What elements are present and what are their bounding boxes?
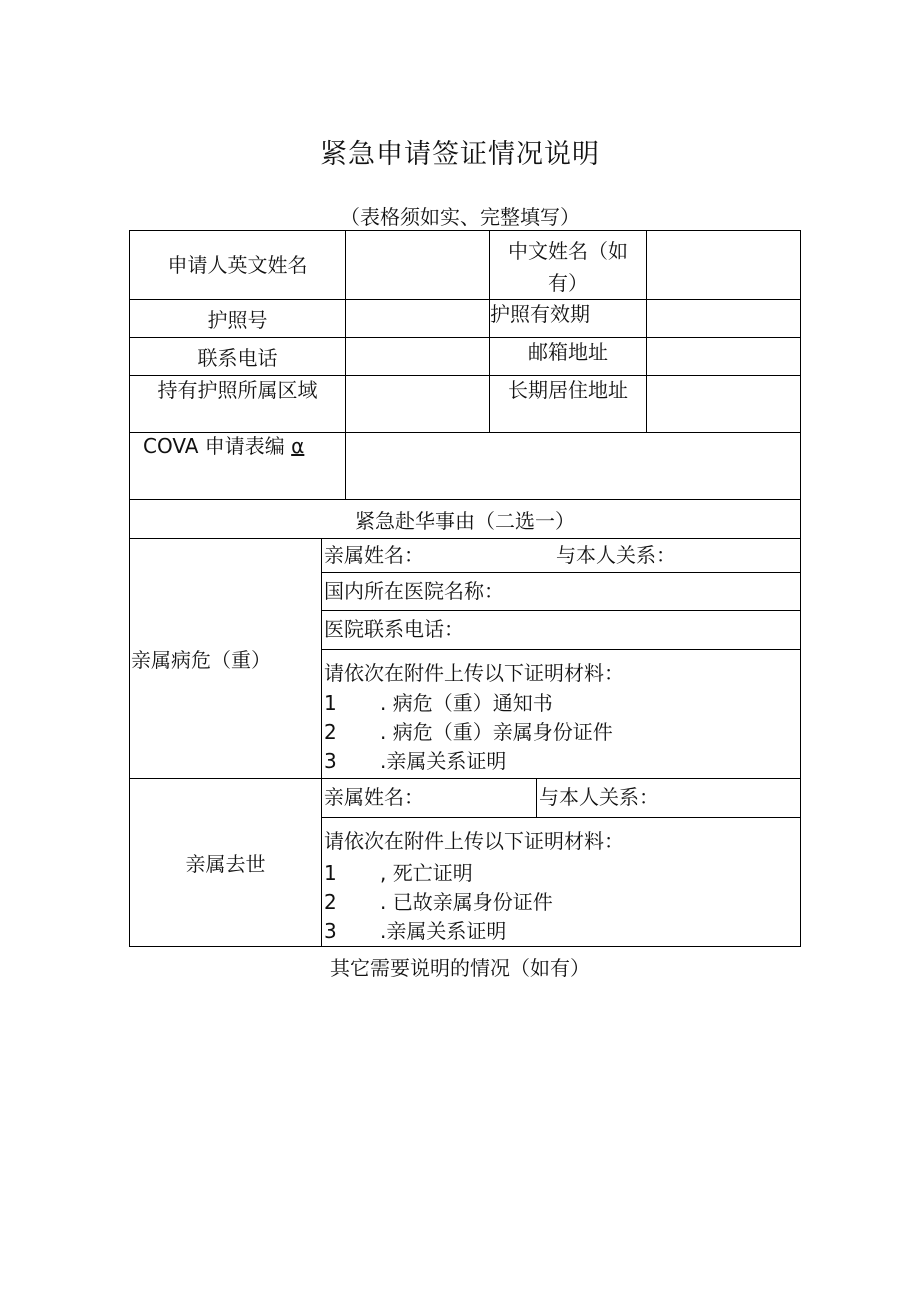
deceased-relationship-label: 与本人关系：: [539, 785, 659, 809]
passport-region-field[interactable]: [346, 376, 489, 432]
page-subtitle: （表格须如实、完整填写）: [340, 205, 580, 229]
reason-header: 紧急赴华事由（二选一）: [355, 509, 575, 533]
passport-number-label: 护照号: [207, 308, 268, 332]
deceased-relative-name-label: 亲属姓名：: [324, 785, 424, 809]
passport-number-field[interactable]: [346, 300, 489, 337]
chinese-name-label-line1: 中文姓名（如: [508, 239, 628, 263]
deceased-materials-intro: 请依次在附件上传以下证明材料：: [324, 829, 624, 853]
other-notes-heading: 其它需要说明的情况（如有）: [330, 956, 590, 980]
passport-validity-field[interactable]: [647, 300, 800, 337]
deceased-material-item: 3 .亲属关系证明: [324, 919, 507, 943]
critical-relationship-label: 与本人关系：: [556, 543, 676, 567]
email-field[interactable]: [647, 338, 800, 375]
hospital-name-label: 国内所在医院名称：: [324, 579, 504, 603]
critical-material-item: 1 . 病危（重）通知书: [324, 691, 553, 715]
critical-materials-intro: 请依次在附件上传以下证明材料：: [324, 661, 624, 685]
critical-relative-name-label: 亲属姓名：: [324, 543, 424, 567]
english-name-label: 申请人英文姓名: [167, 253, 308, 277]
page-title: 紧急申请签证情况说明: [320, 139, 600, 170]
deceased-material-item: 1 , 死亡证明: [324, 861, 473, 885]
critical-material-item: 2 . 病危（重）亲属身份证件: [324, 720, 613, 744]
chinese-name-field[interactable]: [647, 231, 800, 299]
critical-material-item: 3 .亲属关系证明: [324, 749, 507, 773]
phone-label: 联系电话: [197, 346, 278, 370]
cova-form-number-label: COVA 申请表编 α: [143, 434, 305, 458]
phone-field[interactable]: [346, 338, 489, 375]
hospital-phone-label: 医院联系电话：: [324, 617, 464, 641]
long-term-address-field[interactable]: [647, 376, 800, 432]
passport-validity-label: 护照有效期: [490, 302, 590, 326]
english-name-field[interactable]: [346, 231, 489, 299]
email-label: 邮箱地址: [528, 340, 608, 364]
cova-form-number-field[interactable]: [346, 433, 800, 499]
chinese-name-label-line2: 有）: [548, 271, 588, 295]
long-term-address-label: 长期居住地址: [508, 378, 628, 402]
critical-illness-label: 亲属病危（重）: [131, 648, 271, 672]
passport-region-label: 持有护照所属区域: [157, 378, 318, 402]
deceased-material-item: 2 . 已故亲属身份证件: [324, 890, 553, 914]
deceased-label: 亲属去世: [185, 852, 266, 876]
